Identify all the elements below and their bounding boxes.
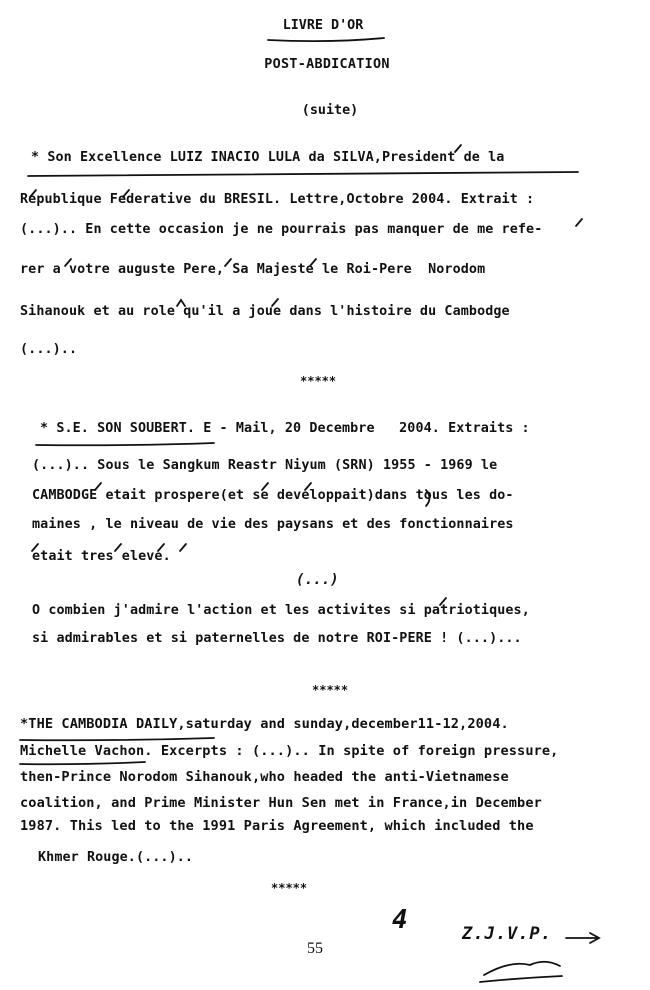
section2-line5: etait tres eleve. <box>32 549 171 564</box>
section2-line2: (...).. Sous le Sangkum Reastr Niyum (SRN) 1955 - 1969 le <box>32 458 498 473</box>
handwritten-ellipsis: (...) <box>296 572 339 588</box>
section2-line3: CAMBODGE etait prospere(et se developpait)dans tous les do- <box>32 488 514 503</box>
accent-mark <box>180 544 186 551</box>
section3-line2: Michelle Vachon. Excerpts : (...).. In spite of foreign pressure, <box>20 743 559 759</box>
section3-line4: coalition, and Prime Minister Hun Sen met in France,in December <box>20 795 542 811</box>
handwritten-number: 4 <box>392 905 408 935</box>
separator-stars: ***** <box>271 881 308 895</box>
separator-stars: ***** <box>312 683 349 697</box>
handwritten-initials: Z.J.V.P. <box>462 924 552 944</box>
section1-line2: Republique Federative du BRESIL. Lettre,Octobre 2004. Extrait : <box>20 192 535 207</box>
signature-mark <box>484 962 560 975</box>
cambodia-daily-underline <box>20 738 214 740</box>
title-underline <box>268 38 384 41</box>
section3-line6: Khmer Rouge.(...).. <box>38 850 194 865</box>
accent-mark <box>576 219 582 226</box>
section1-line1: * Son Excellence LUIZ INACIO LULA da SILVA,President de la <box>31 150 505 165</box>
signature-underline <box>480 976 562 982</box>
suite-label: (suite) <box>301 103 359 118</box>
section2-line1: * S.E. SON SOUBERT. E - Mail, 20 Decembre 2004. Extraits : <box>40 421 530 436</box>
section1-line4: rer a votre auguste Pere, Sa Majeste le Roi-Pere Norodom <box>20 262 486 277</box>
section3-line1: *THE CAMBODIA DAILY,saturday and sunday,december11-12,2004. <box>20 716 509 732</box>
page-subtitle: POST-ABDICATION <box>264 57 390 72</box>
section1-line3: (...).. En cette occasion je ne pourrais pas manquer de me refe- <box>20 222 543 237</box>
section3-line5: 1987. This led to the 1991 Paris Agreement, which included the <box>20 818 534 834</box>
section2-line8: si admirables et si paternelles de notre ROI-PERE ! (...)... <box>32 631 522 646</box>
section2-line4: maines , le niveau de vie des paysans et des fonctionnaires <box>32 517 514 532</box>
page-number: 55 <box>307 940 323 957</box>
section3-line3: then-Prince Norodom Sihanouk,who headed the anti-Vietnamese <box>20 769 509 785</box>
page-title: LIVRE D'OR <box>282 18 364 33</box>
soubert-underline <box>36 443 214 445</box>
section1-line5: Sihanouk et au role qu'il a joue dans l'histoire du Cambodge <box>20 304 510 319</box>
separator-stars: ***** <box>300 374 337 388</box>
lula-underline <box>28 172 578 176</box>
section2-line7: O combien j'admire l'action et les activites si patriotiques, <box>32 603 530 618</box>
section1-line6: (...).. <box>20 342 78 357</box>
vachon-underline <box>20 762 145 764</box>
